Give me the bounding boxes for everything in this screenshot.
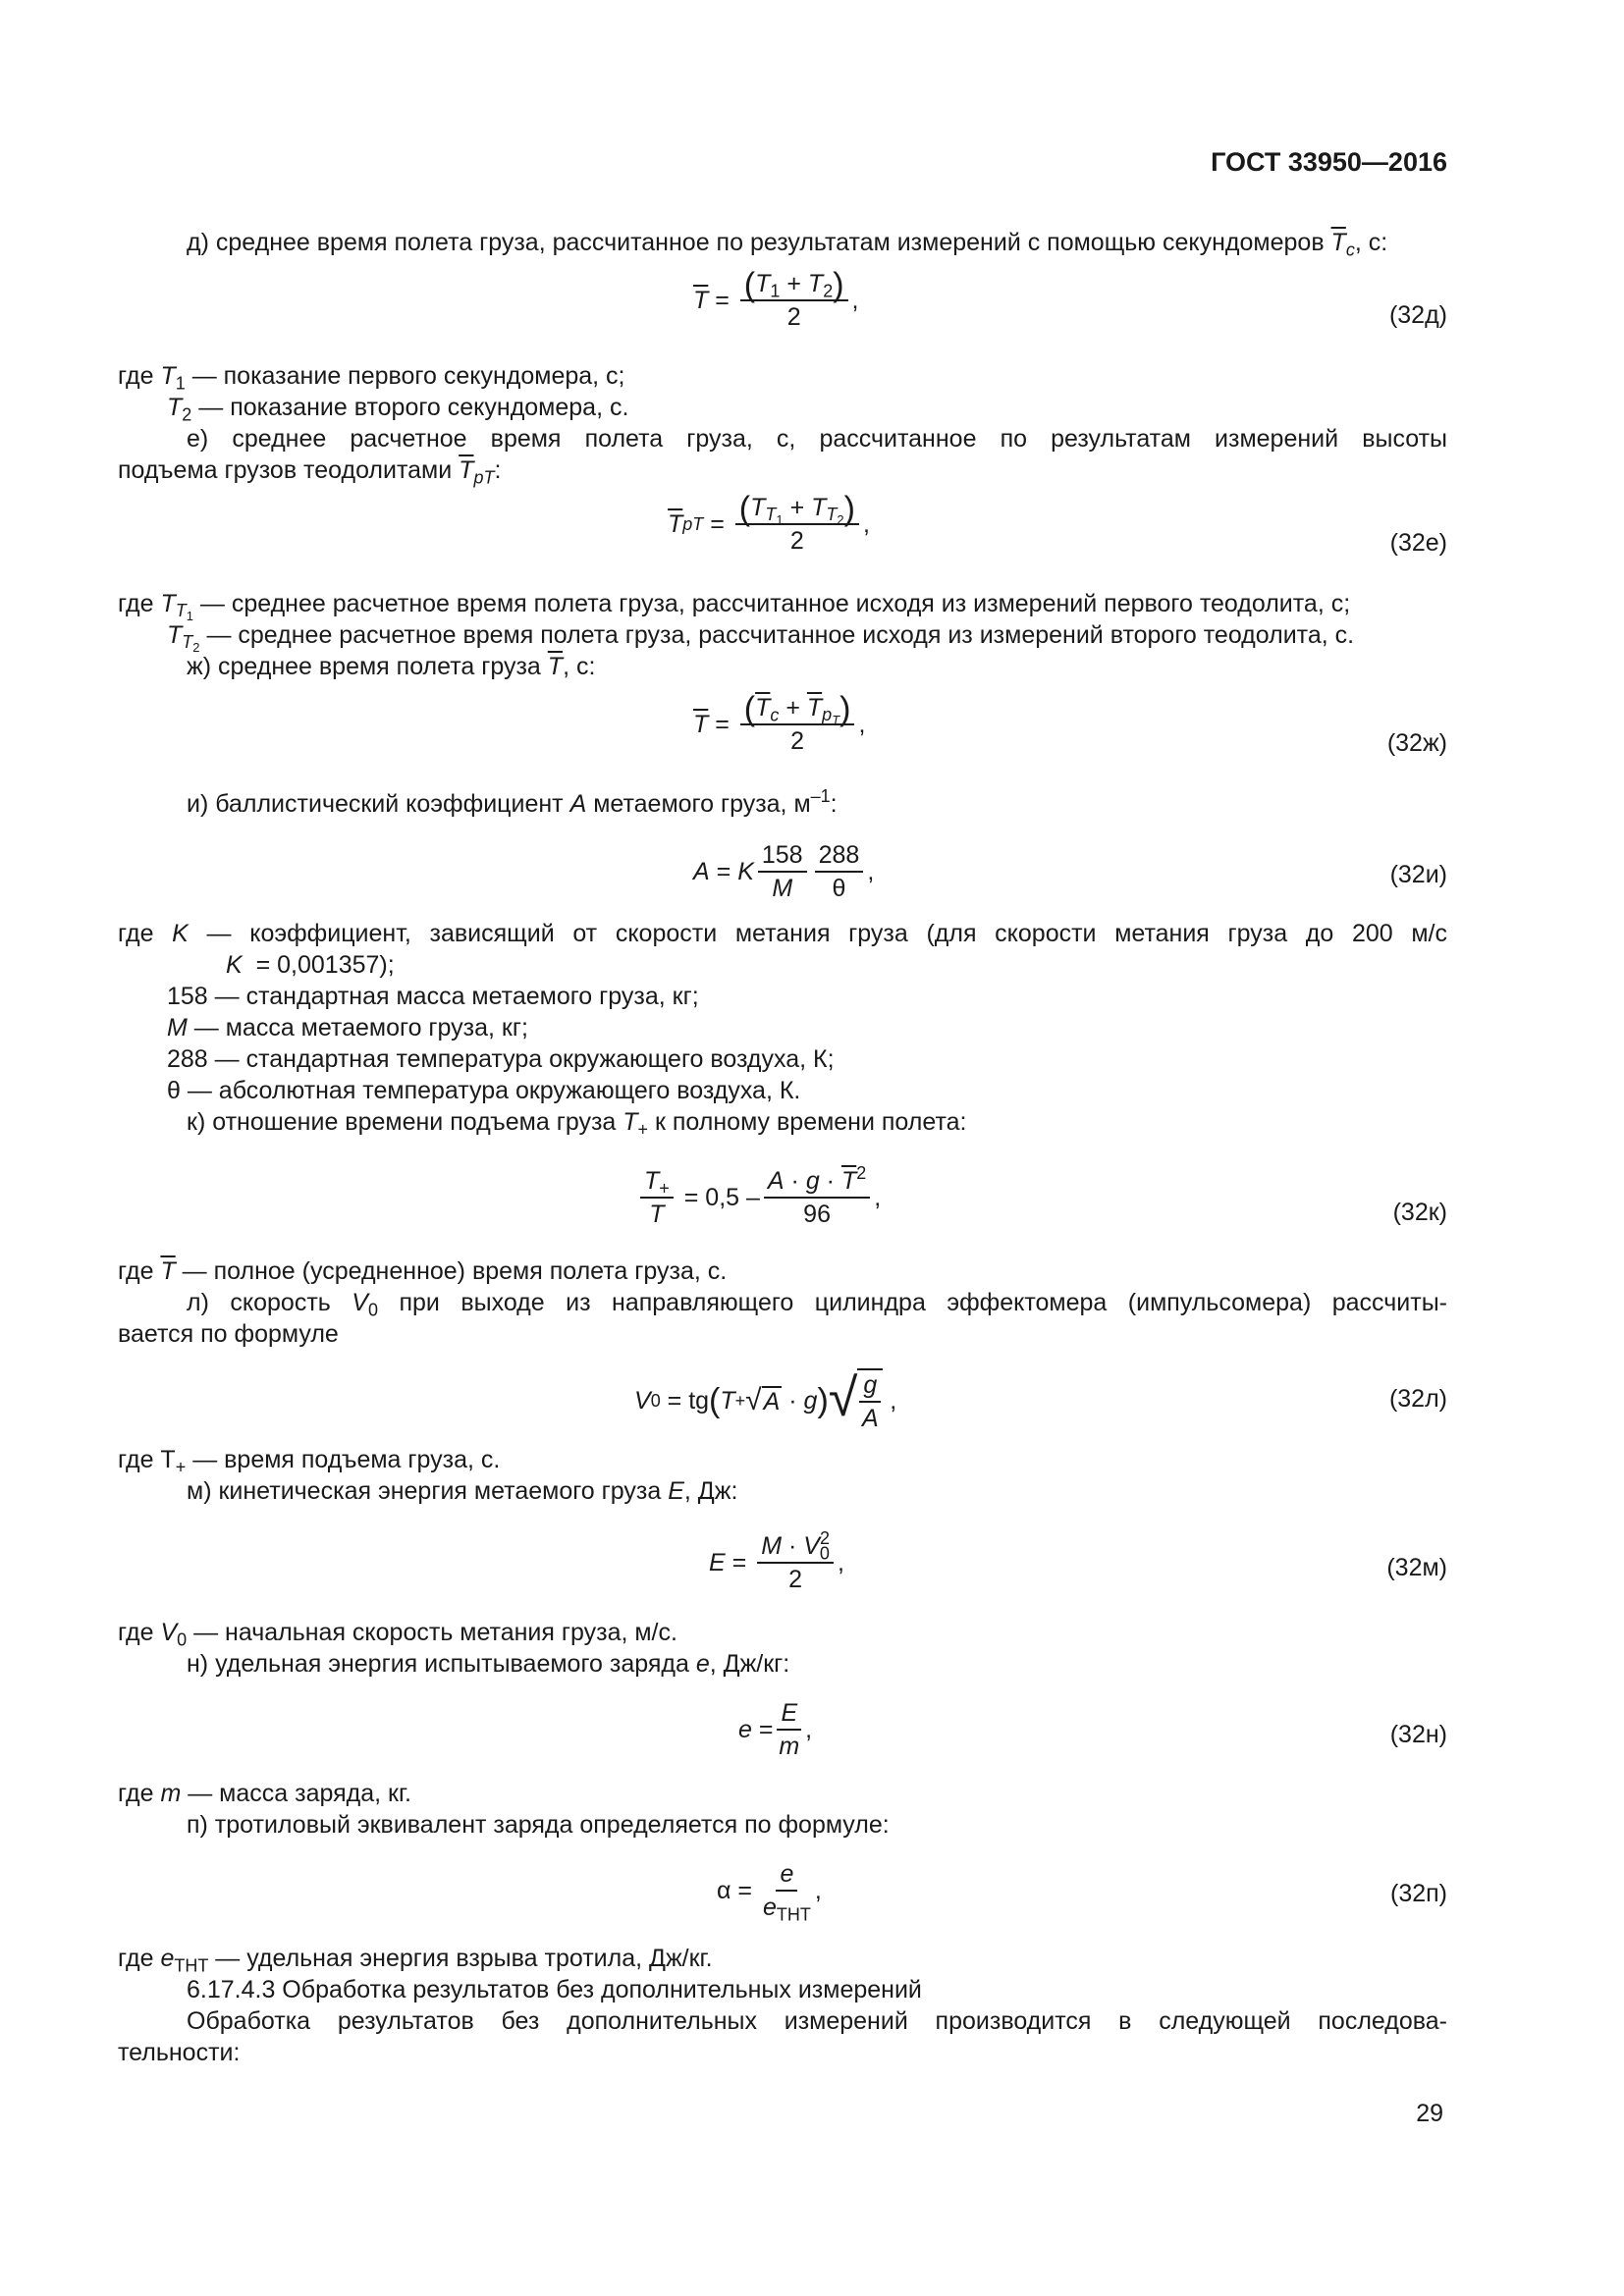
- item-i: и) баллистический коэффициент A метаемого груза, $м^{-1}$:: [187, 786, 838, 818]
- item-e-line2: подъема грузов теодолитами $\overline{T}_{pT}$:: [118, 456, 502, 488]
- where-tbar: где $\overline{T}$ — полное (усредненное) время полета груза, с.: [118, 1257, 728, 1285]
- equation-32d: $\overline{T}$ = $(T_1 + T_2)$ 2 ,: [693, 266, 859, 332]
- section-body: Обработка результатов без дополнительных измерений производится в следующей последова-: [187, 2007, 1447, 2035]
- item-n: н) удельная энергия испытываемого заряда e, Дж/кг:: [187, 1650, 790, 1678]
- where-288: 288 — стандартная температура окружающего воздуха, К;: [167, 1045, 835, 1073]
- equation-32m: E = $M \cdot V_0^2$ 2 ,: [709, 1528, 844, 1593]
- where-tt2: $T_{T_2}$ — среднее расчетное время полета груза, рассчитанное исходя из измерений второго теодолита, с.: [167, 621, 1355, 656]
- equation-32i: A = K 158 M 288 θ ,: [693, 841, 875, 902]
- where-tt1: где $T_{T_1}$ — среднее расчетное время полета груза, рассчитанное исходя из измерений первого теодолита, с;: [118, 590, 1351, 624]
- page-number: 29: [1416, 2100, 1443, 2127]
- item-d: д) среднее время полета груза, рассчитанное по результатам измерений с помощью секундомеров $\overline{T}_c$, с:: [187, 229, 1388, 260]
- where-theta: θ — абсолютная температура окружающего воздуха, К.: [167, 1077, 801, 1104]
- where-mass: где m — масса заряда, кг.: [118, 1780, 411, 1807]
- eq-number-32i: (32и): [1389, 861, 1447, 888]
- eq-number-32p: (32п): [1390, 1880, 1447, 1907]
- section-heading: 6.17.4.3 Обработка результатов без дополнительных измерений: [187, 1976, 922, 2003]
- equation-32zh: $\overline{T}$ = $(\overline{T}_c + \overline{T}_{p_T})$ 2 ,: [693, 690, 866, 756]
- eq-number-32m: (32м): [1386, 1554, 1447, 1581]
- eq-number-32n: (32н): [1389, 1721, 1447, 1748]
- doc-code: ГОСТ 33950—2016: [1211, 147, 1447, 177]
- item-l: л) скорость $V_0$ при выходе из направляющего цилиндра эффектомера (импульсомера) рассчиты-: [187, 1289, 1447, 1320]
- eq-number-32e: (32е): [1389, 529, 1447, 557]
- item-d-tail: , с:: [1354, 229, 1388, 256]
- item-d-text: д) среднее время полета груза, рассчитанное по результатам измерений с помощью секундомеров: [187, 229, 1325, 256]
- item-l-line2: вается по формуле: [118, 1320, 339, 1348]
- where-v0: где $V_0$ — начальная скорость метания груза, м/с.: [118, 1619, 677, 1650]
- where-k: где K — коэффициент, зависящий от скорости метания груза (для скорости метания груза до 200 м/с: [118, 920, 1447, 947]
- where-t1: где $T_1$ — показание первого секундомера, с;: [118, 362, 625, 394]
- item-p: п) тротиловый эквивалент заряда определяется по формуле:: [187, 1811, 890, 1839]
- item-zh: ж) среднее время полета груза $\overline{T}$, с:: [187, 653, 596, 680]
- item-m: м) кинетическая энергия метаемого груза E, Дж:: [187, 1477, 738, 1505]
- eq-number-32l: (32л): [1388, 1385, 1447, 1413]
- equation-32e: $\overline{T}$ pT = $(T_{T_1} + T_{T_2})$ 2 ,: [668, 490, 870, 556]
- equation-32n: e = E m ,: [738, 1699, 813, 1760]
- equation-32p: α = e $e_{ТНТ}$ ,: [717, 1860, 822, 1925]
- section-body-line2: тельности:: [118, 2039, 241, 2066]
- eq-number-32k: (32к): [1392, 1199, 1447, 1226]
- where-tplus: где $T_+$ — время подъема груза, с.: [118, 1446, 501, 1477]
- eq-number-32d: (32д): [1388, 301, 1447, 329]
- where-etnt: где $e_{ТНТ}$ — удельная энергия взрыва тротила, Дж/кг.: [118, 1945, 713, 1976]
- where-158: 158 — стандартная масса метаемого груза, кг;: [167, 983, 699, 1010]
- equation-32l: V 0 = tg ( T + √ A · g ) √ $\frac{g}{A}$ ,: [634, 1368, 897, 1432]
- where-m: M — масса метаемого груза, кг;: [167, 1014, 528, 1041]
- item-e: е) среднее расчетное время полета груза, с, рассчитанное по результатам измерений высоты: [187, 425, 1447, 453]
- equation-32k: $T_+$ T = 0,5 – $A \cdot g \cdot \overline{T}^2$ 96 ,: [636, 1166, 881, 1229]
- item-k: к) отношение времени подъема груза $T_+$ к полному времени полета:: [187, 1108, 967, 1140]
- where-t2: $T_2$ — показание второго секундомера, с.: [167, 394, 629, 425]
- where-k-value: K = 0,001357);: [226, 951, 395, 979]
- eq-number-32zh: (32ж): [1386, 729, 1447, 757]
